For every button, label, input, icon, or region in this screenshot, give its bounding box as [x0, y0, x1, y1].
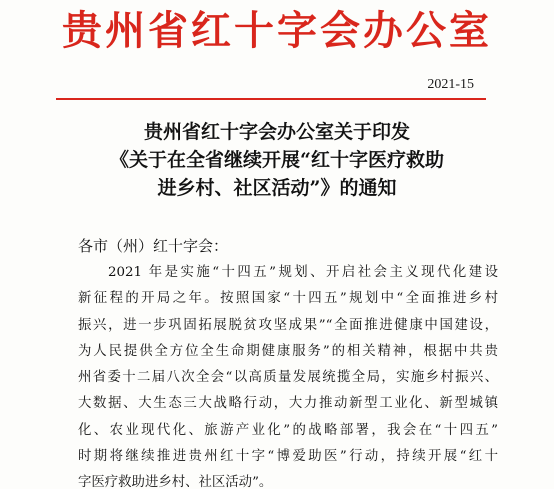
title-line: 《关于在全省继续开展“红十字医疗救助 — [110, 149, 444, 171]
body-line: 为人民提供全方位全生命期健康服务”的相关精神，根据中共贵 — [78, 343, 498, 359]
body-line: 化、农业现代化、旅游产业化”的战略部署，我会在“十四五” — [78, 422, 498, 438]
red-separator-line — [56, 98, 486, 100]
title-line: 贵州省红十字会办公室关于印发 — [143, 121, 410, 143]
issuing-office-header: 贵州省红十字会办公室 — [62, 7, 492, 54]
salutation: 各市（州）红十字会： — [78, 237, 229, 255]
body-paragraph — [78, 260, 498, 489]
document-number: 2021-15 — [427, 77, 474, 92]
body-line: 振兴，进一步巩固拓展脱贫攻坚成果”“全面推进健康中国建设， — [78, 317, 498, 333]
body-line: 字医疗救助进乡村、社区活动”。 — [78, 475, 273, 489]
body-line: 时期将继续推进贵州红十字“博爱助医”行动，持续开展“红十 — [78, 449, 498, 465]
body-line: 州省委十二届八次全会“以高质量发展统揽全局，实施乡村振兴、 — [78, 370, 498, 386]
title-line: 进乡村、社区活动”》的通知 — [157, 177, 397, 199]
body-line: 新征程的开局之年。按照国家“十四五”规划中“全面推进乡村 — [78, 291, 498, 307]
body-line: 大数据、大生态三大战略行动，大力推动新型工业化、新型城镇 — [78, 396, 498, 412]
document-title — [0, 118, 554, 202]
body-line: 2021 年是实施“十四五”规划、开启社会主义现代化建设 — [108, 265, 498, 280]
